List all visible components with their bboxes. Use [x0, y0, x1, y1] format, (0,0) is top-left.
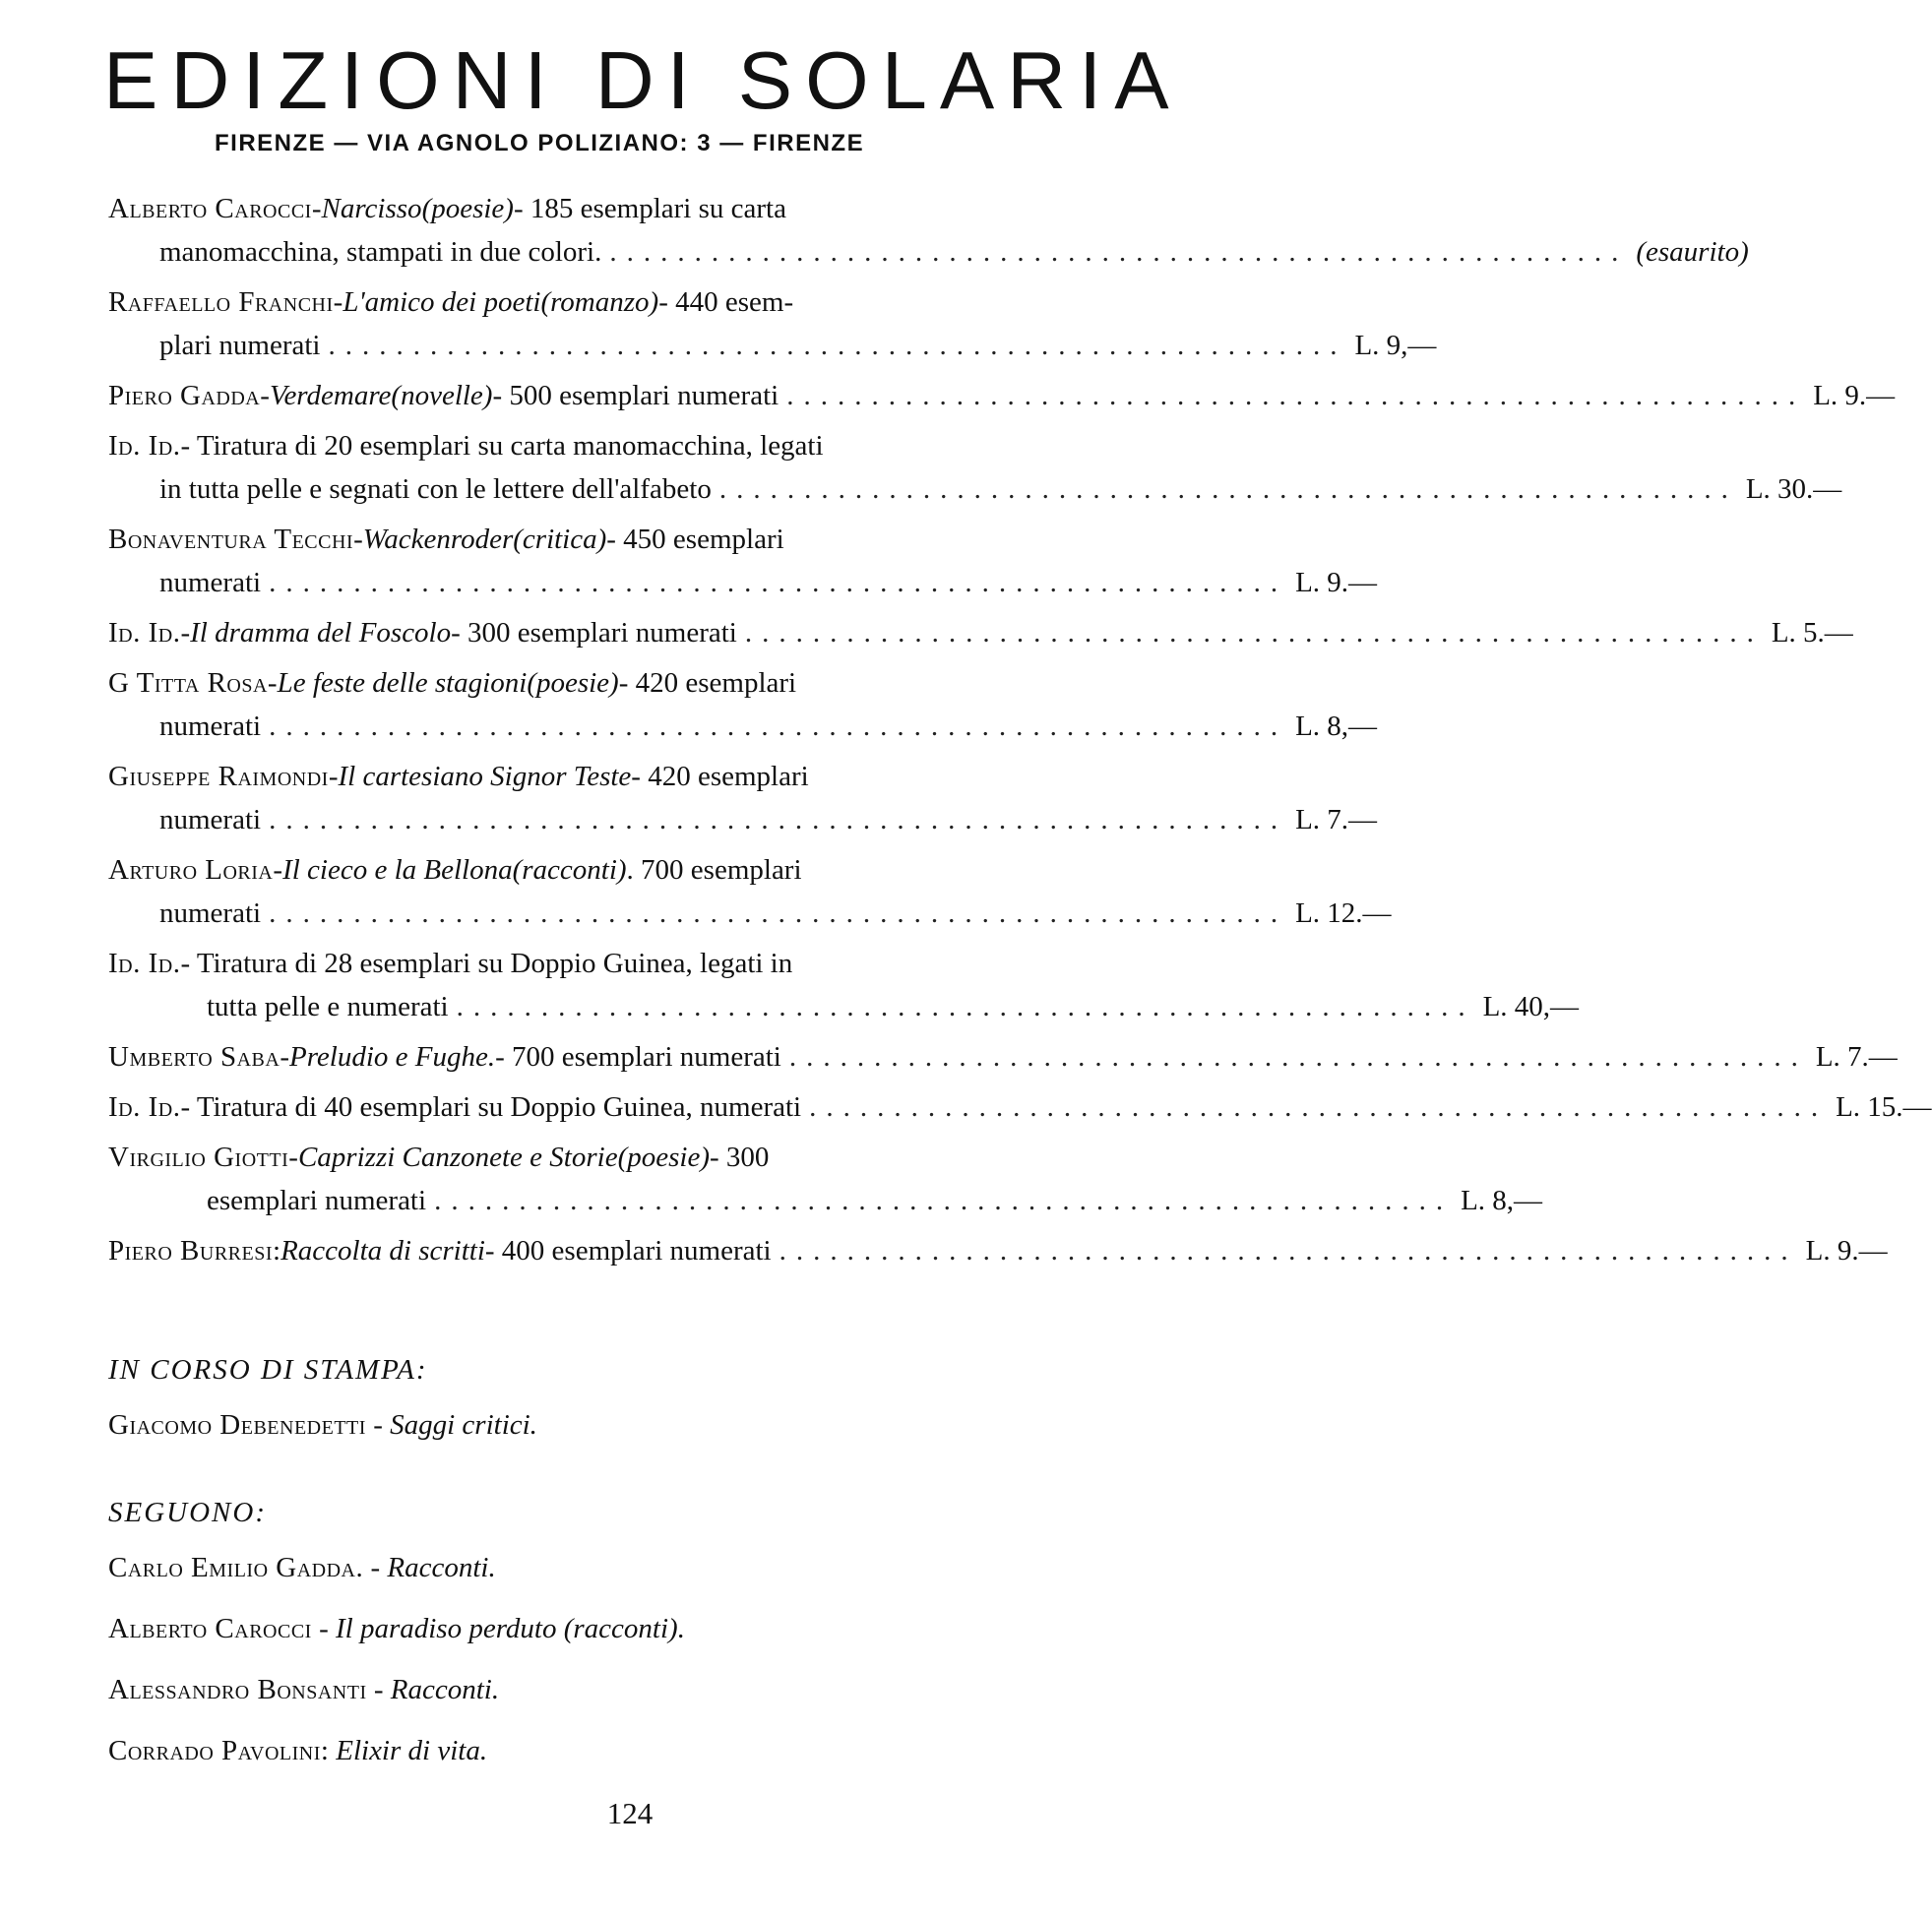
entry-price: (esaurito): [1636, 236, 1749, 268]
dot-leader: ............................................................: [269, 711, 1288, 742]
catalog-entry: [108, 280, 1437, 367]
entry-description: - 420 esemplari: [618, 667, 797, 699]
dot-leader: ............................................................: [788, 1041, 1808, 1073]
seguono-heading: SEGUONO:: [108, 1497, 267, 1528]
in-stampa-heading: IN CORSO DI STAMPA:: [108, 1354, 428, 1386]
entry-separator: :: [273, 1235, 281, 1267]
entry-price: L. 12.—: [1295, 897, 1392, 929]
entry-author: Raffaello Franchi: [108, 286, 334, 318]
entry-description-continued: numerati: [159, 567, 262, 598]
forthcoming-item: [108, 1403, 1191, 1447]
entry-separator: -: [311, 193, 322, 224]
entry-description: - Tiratura di 40 esemplari su Doppio Guinea, numerati: [180, 1091, 802, 1123]
entry-price: L. 9.—: [1805, 1235, 1888, 1267]
entry-separator: -: [333, 286, 343, 318]
item-separator: :: [320, 1735, 337, 1766]
entry-description: - 185 esemplari su carta: [513, 193, 786, 224]
entry-work-title: L'amico dei poeti: [343, 286, 541, 318]
forthcoming-item: [108, 1729, 1191, 1772]
dot-leader: ............................................................: [786, 380, 1806, 411]
catalog-entry: [108, 611, 1853, 654]
item-separator: -: [365, 1409, 391, 1441]
entry-price: L. 9.—: [1813, 380, 1896, 411]
entry-description-continued: plari numerati: [159, 330, 321, 361]
entry-description: - 300 esemplari numerati: [451, 617, 737, 649]
entry-description-continued: esemplari numerati: [207, 1185, 427, 1216]
item-author: Alberto Carocci: [108, 1613, 312, 1644]
item-work-title: Saggi critici.: [390, 1409, 537, 1441]
entry-description: - Tiratura di 20 esemplari su carta manomacchina, legati: [180, 430, 824, 462]
entry-author: Alberto Carocci: [108, 193, 312, 224]
entry-price: L. 7.—: [1815, 1041, 1898, 1073]
entry-separator: -: [260, 380, 270, 411]
entry-work-title: Wackenroder: [362, 524, 514, 555]
entry-price: L. 8,—: [1295, 711, 1378, 742]
entry-genre: (novelle): [391, 380, 493, 411]
entry-author: Bonaventura Tecchi: [108, 524, 354, 555]
entry-price: L. 7.—: [1295, 804, 1378, 835]
entry-author: Piero Burresi: [108, 1235, 274, 1267]
catalog-entry: [108, 848, 1392, 935]
item-work-title: Racconti.: [387, 1552, 496, 1583]
entry-price: L. 9,—: [1354, 330, 1437, 361]
dot-leader: ............................................................: [718, 473, 1738, 505]
entry-price: L. 30.—: [1745, 473, 1842, 505]
entry-price: L. 8,—: [1461, 1185, 1543, 1216]
catalog-entry: [108, 1035, 1898, 1079]
entry-genre: (poesie): [421, 193, 514, 224]
entry-description: - 700 esemplari numerati: [495, 1041, 781, 1073]
dot-leader: ............................................................: [809, 1091, 1829, 1123]
entry-work-title: Le feste delle stagioni: [277, 667, 528, 699]
dot-leader: ............................................................: [434, 1185, 1454, 1216]
item-author: Carlo Emilio Gadda.: [108, 1552, 364, 1583]
entry-genre: (poesie): [527, 667, 619, 699]
item-separator: -: [311, 1613, 336, 1644]
item-author: Giacomo Debenedetti: [108, 1409, 366, 1441]
item-separator: -: [363, 1552, 388, 1583]
entry-description: - 440 esem-: [658, 286, 794, 318]
item-author: Alessandro Bonsanti: [108, 1674, 367, 1705]
entry-description: - 500 esemplari numerati: [492, 380, 779, 411]
entry-author: Id. Id.: [108, 1091, 181, 1123]
dot-leader: ............................................................: [269, 567, 1288, 598]
catalog-entry: [108, 1136, 1543, 1222]
dot-leader: ............................................................: [744, 617, 1764, 649]
entry-separator: -: [273, 854, 283, 886]
catalog-entry: [108, 1229, 1888, 1272]
entry-work-title: Narcisso: [321, 193, 422, 224]
seguono-section: [108, 1491, 1191, 1790]
catalog-entry: [108, 424, 1842, 511]
item-work-title: Racconti.: [390, 1674, 500, 1705]
entry-description-continued: manomacchina, stampati in due colori.: [159, 236, 602, 268]
entry-author: Piero Gadda: [108, 380, 261, 411]
entry-description-continued: tutta pelle e numerati: [207, 991, 449, 1022]
catalog-entry: [108, 661, 1378, 748]
entry-work-title: Preludio e Fughe.: [289, 1041, 496, 1073]
catalog-entry: [108, 187, 1749, 274]
entry-author: Id. Id.: [108, 617, 181, 649]
dot-leader: ............................................................: [779, 1235, 1798, 1267]
entry-author: Arturo Loria: [108, 854, 274, 886]
entry-separator: -: [328, 761, 339, 792]
dot-leader: ............................................................: [609, 236, 1629, 268]
entry-price: L. 5.—: [1771, 617, 1853, 649]
entry-price: L. 9.—: [1295, 567, 1378, 598]
dot-leader: ............................................................: [269, 804, 1288, 835]
entry-price: L. 40,—: [1482, 991, 1580, 1022]
item-separator: -: [366, 1674, 391, 1705]
entry-work-title: Il dramma del Foscolo: [190, 617, 452, 649]
item-work-title: Elixir di vita.: [336, 1735, 488, 1766]
catalog-entry: [108, 1085, 1932, 1129]
item-author: Corrado Pavolini: [108, 1735, 321, 1766]
item-work-title: Il paradiso perduto (racconti).: [336, 1613, 685, 1644]
entry-work-title: Verdemare: [269, 380, 392, 411]
catalog-list: [108, 187, 1932, 1279]
publisher-title: EDIZIONI DI SOLARIA: [103, 34, 1182, 126]
entry-author: Id. Id.: [108, 948, 181, 979]
entry-genre: (racconti): [512, 854, 627, 886]
entry-genre: (romanzo): [540, 286, 659, 318]
entry-author: Giuseppe Raimondi: [108, 761, 329, 792]
entry-separator: -: [267, 667, 278, 699]
catalog-entry: [108, 374, 1896, 417]
entry-description-continued: numerati: [159, 897, 262, 929]
in-stampa-section: [108, 1348, 1191, 1464]
entry-work-title: Raccolta di scritti: [280, 1235, 485, 1267]
entry-author: Virgilio Giotti: [108, 1142, 289, 1173]
entry-description: . 700 esemplari: [626, 854, 802, 886]
entry-genre: (critica): [513, 524, 607, 555]
publisher-address: FIRENZE — VIA AGNOLO POLIZIANO: 3 — FIRENZE: [215, 130, 865, 156]
forthcoming-item: [108, 1546, 1191, 1589]
entry-author: Umberto Saba: [108, 1041, 280, 1073]
entry-description: - 300: [709, 1142, 770, 1173]
entry-price: L. 15.—: [1836, 1091, 1932, 1123]
forthcoming-item: [108, 1668, 1191, 1711]
entry-author: Id. Id.: [108, 430, 181, 462]
entry-separator: -: [353, 524, 363, 555]
entry-description: - 420 esemplari: [631, 761, 809, 792]
entry-separator: -: [180, 617, 191, 649]
catalog-entry: [108, 942, 1580, 1028]
entry-work-title: Il cieco e la Bellona: [282, 854, 513, 886]
dot-leader: ............................................................: [328, 330, 1347, 361]
catalog-entry: [108, 755, 1378, 841]
catalog-entry: [108, 518, 1378, 604]
entry-description: - 450 esemplari: [606, 524, 784, 555]
forthcoming-item: [108, 1607, 1191, 1650]
dot-leader: ............................................................: [269, 897, 1288, 929]
entry-separator: -: [280, 1041, 289, 1073]
entry-work-title: Caprizzi Canzonete e Storie: [297, 1142, 618, 1173]
entry-description-continued: numerati: [159, 804, 262, 835]
dot-leader: ............................................................: [456, 991, 1475, 1022]
entry-description-continued: in tutta pelle e segnati con le lettere dell'alfabeto: [159, 473, 712, 505]
entry-genre: (poesie): [617, 1142, 710, 1173]
page-number: 124: [606, 1796, 654, 1830]
entry-author: G Titta Rosa: [108, 667, 268, 699]
entry-separator: -: [288, 1142, 298, 1173]
entry-description: - Tiratura di 28 esemplari su Doppio Guinea, legati in: [180, 948, 793, 979]
entry-work-title: Il cartesiano Signor Teste: [338, 761, 632, 792]
entry-description-continued: numerati: [159, 711, 262, 742]
entry-description: - 400 esemplari numerati: [484, 1235, 772, 1267]
